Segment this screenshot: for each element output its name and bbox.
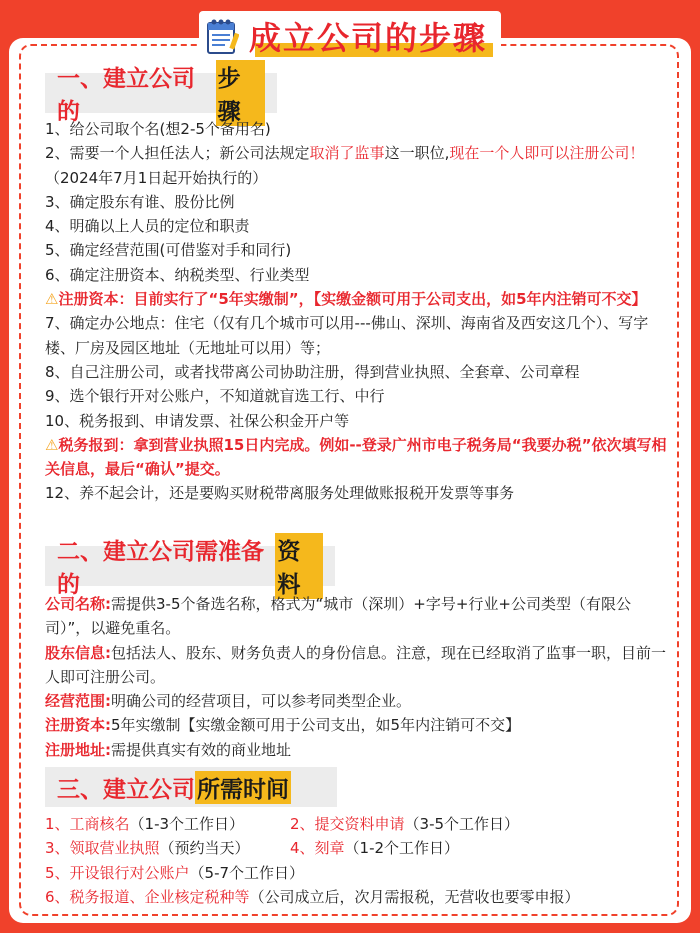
list-item: 10、税务报到、申请发票、社保公积金开户等 (45, 411, 350, 430)
list-item: 4、明确以上人员的定位和职责 (45, 217, 250, 236)
list-item: 经营范围:明确公司的经营项目，可以参考同类型企业。 (45, 692, 412, 711)
list-item: 7、确定办公地点：住宅（仅有几个城市可以用---佛山、深圳、海南省及西安这几个）、写字楼、厂房及园区地址（无地址可以用）等； (45, 314, 649, 357)
section3-heading: 三、建立公司 所需时间 (45, 767, 337, 807)
list-item: 2、需要一个人担任法人；新公司法规定取消了监事这一职位,现在一个人即可以注册公司！（2024年7月1日起开始执行的） (45, 144, 645, 187)
warning-note: ⚠税务报到：拿到营业执照15日内完成。例如--登录广州市电子税务局“我要办税”依次填写相关信息，最后“确认”提交。 (45, 435, 667, 479)
page-title: 成立公司的步骤 (248, 19, 487, 57)
warning-icon: ⚠ (45, 290, 59, 309)
list-item: 6、税务报道、企业核定税种等（公司成立后，次月需报税，无营收也要零申报） (45, 887, 580, 906)
title-banner (0, 6, 700, 66)
list-item: 5、确定经营范围(可借鉴对手和同行) (45, 241, 292, 260)
list-item: 5、开设银行对公账户（5-7个工作日） (45, 863, 305, 882)
list-item: 4、刻章（1-2个工作日） (290, 839, 460, 858)
list-item: 3、领取营业执照（预约当天） (45, 839, 250, 858)
warning-note: ⚠注册资本：目前实行了“5年实缴制”，【实缴金额可用于公司支出，如5年内注销可不交】 (45, 290, 647, 309)
list-item: 9、选个银行开对公账户，不知道就盲选工行、中行 (45, 387, 385, 406)
list-item: 3、确定股东有谁、股份比例 (45, 192, 235, 211)
list-item: 股东信息:包括法人、股东、财务负责人的身份信息。注意，现在已经取消了监事一职，目前一人即可注册公司。 (45, 643, 667, 686)
section2-body (45, 592, 670, 762)
list-item: 1、给公司取个名(想2-5个备用名) (45, 120, 271, 138)
list-item: 公司名称:需提供3-5个备选名称，格式为“城市（深圳）+字号+行业+公司类型（有限公司）”，以避免重名。 (45, 595, 631, 638)
section1-heading: 一、建立公司的 步骤 (45, 73, 277, 113)
list-item: 注册地址:需提供真实有效的商业地址 (45, 740, 292, 759)
list-item: 注册资本:5年实缴制【实缴金额可用于公司支出，如5年内注销可不交】 (45, 716, 521, 735)
list-item: 1、工商核名（1-3个工作日） (45, 815, 245, 833)
list-item: 6、确定注册资本、纳税类型、行业类型 (45, 265, 310, 284)
warning-icon: ⚠ (45, 435, 59, 454)
list-item: 8、自己注册公司，或者找带离公司协助注册，得到营业执照、全套章、公司章程 (45, 362, 580, 381)
section3-body (45, 812, 670, 909)
section2-heading: 二、建立公司需准备的 资料 (45, 546, 335, 586)
list-item: 2、提交资料申请（3-5个工作日） (290, 815, 520, 833)
list-item: 12、养不起会计，还是要购买财税带离服务处理做账报税开发票等事务 (45, 484, 515, 503)
notepad-icon (205, 17, 239, 55)
section1-body (45, 117, 670, 506)
